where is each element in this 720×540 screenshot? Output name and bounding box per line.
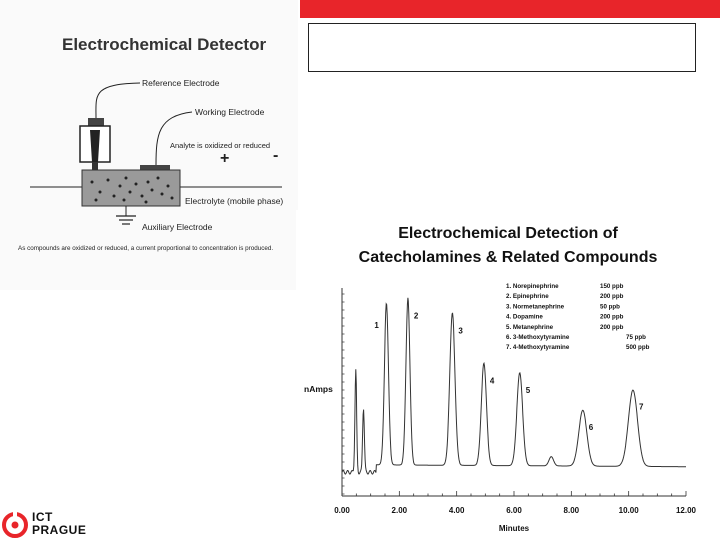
- x-tick-label: 10.00: [618, 506, 639, 515]
- legend-conc-2: 200 ppb: [600, 293, 624, 301]
- logo-line2: PRAGUE: [32, 523, 87, 537]
- peak-label-6: 6: [588, 423, 594, 433]
- legend-conc-3: 50 ppb: [600, 303, 620, 311]
- peak-label-4: 4: [489, 376, 495, 386]
- chrom-axes: [334, 288, 696, 515]
- legend-item-5: 5. Metanephrine: [506, 323, 554, 331]
- x-tick-label: 12.00: [675, 506, 697, 515]
- peak-label-7: 7: [638, 402, 644, 412]
- peak-label-2: 2: [413, 311, 419, 321]
- reference-electrode-cap: [88, 118, 104, 126]
- working-electrode-plate: [140, 165, 170, 170]
- minus-sign: -: [273, 147, 279, 164]
- plus-sign: +: [220, 150, 230, 167]
- peak-legend: [506, 283, 650, 351]
- working-electrode-label: Working Electrode: [195, 107, 265, 117]
- x-tick-label: 4.00: [448, 506, 465, 515]
- chrom-title-line1: Electrochemical Detection of: [398, 225, 618, 242]
- ict-logo-icon: [2, 512, 28, 538]
- peak-label-3: 3: [458, 326, 463, 336]
- header-accent-bar: [300, 0, 720, 18]
- x-tick-label: 6.00: [506, 506, 522, 515]
- legend-item-3: 3. Normetanephrine: [506, 303, 565, 311]
- legend-conc-7: 500 ppb: [626, 344, 650, 352]
- legend-item-2: 2. Epinephrine: [506, 293, 549, 301]
- working-wire: [156, 112, 192, 165]
- electrolyte-label: Electrolyte (mobile phase): [185, 196, 284, 206]
- legend-item-6: 6. 3-Methoxytyramine: [506, 334, 570, 341]
- x-axis-label: Minutes: [498, 524, 530, 533]
- analyte-note: Analyte is oxidized or reduced: [170, 141, 271, 150]
- x-tick-label: 2.00: [391, 506, 408, 515]
- x-tick-label: 0.00: [334, 506, 350, 515]
- detector-caption: As compounds are oxidized or reduced, a current proportional to concentration is produced.: [18, 245, 274, 252]
- reference-electrode-label: Reference Electrode: [142, 78, 220, 88]
- chrom-title-line2: Catecholamines & Related Compounds: [358, 249, 658, 266]
- legend-conc-6: 75 ppb: [626, 334, 646, 341]
- chromatogram: [296, 210, 720, 540]
- peak-label-5: 5: [525, 386, 531, 395]
- detector-title: Electrochemical Detector: [62, 35, 267, 54]
- detector-diagram: [0, 0, 298, 290]
- legend-conc-5: 200 ppb: [600, 323, 624, 331]
- ict-prague-logo: [2, 510, 112, 540]
- x-tick-label: 8.00: [563, 506, 580, 515]
- legend-conc-4: 200 ppb: [600, 313, 624, 321]
- legend-item-4: 4. Dopamine: [506, 313, 543, 321]
- slide-title-box: [308, 23, 696, 72]
- legend-conc-1: 150 ppb: [600, 283, 624, 290]
- reference-wire: [96, 83, 140, 118]
- legend-item-7: 7. 4-Methoxytyramine: [506, 344, 570, 352]
- chromatogram-panel: [296, 210, 720, 540]
- detector-diagram-panel: [0, 0, 298, 290]
- logo-line1: ICT: [32, 510, 53, 524]
- legend-item-1: 1. Norepinephrine: [506, 283, 559, 290]
- peak-label-1: 1: [374, 321, 379, 331]
- y-axis-label: nAmps: [304, 384, 333, 394]
- auxiliary-electrode-label: Auxiliary Electrode: [142, 222, 213, 232]
